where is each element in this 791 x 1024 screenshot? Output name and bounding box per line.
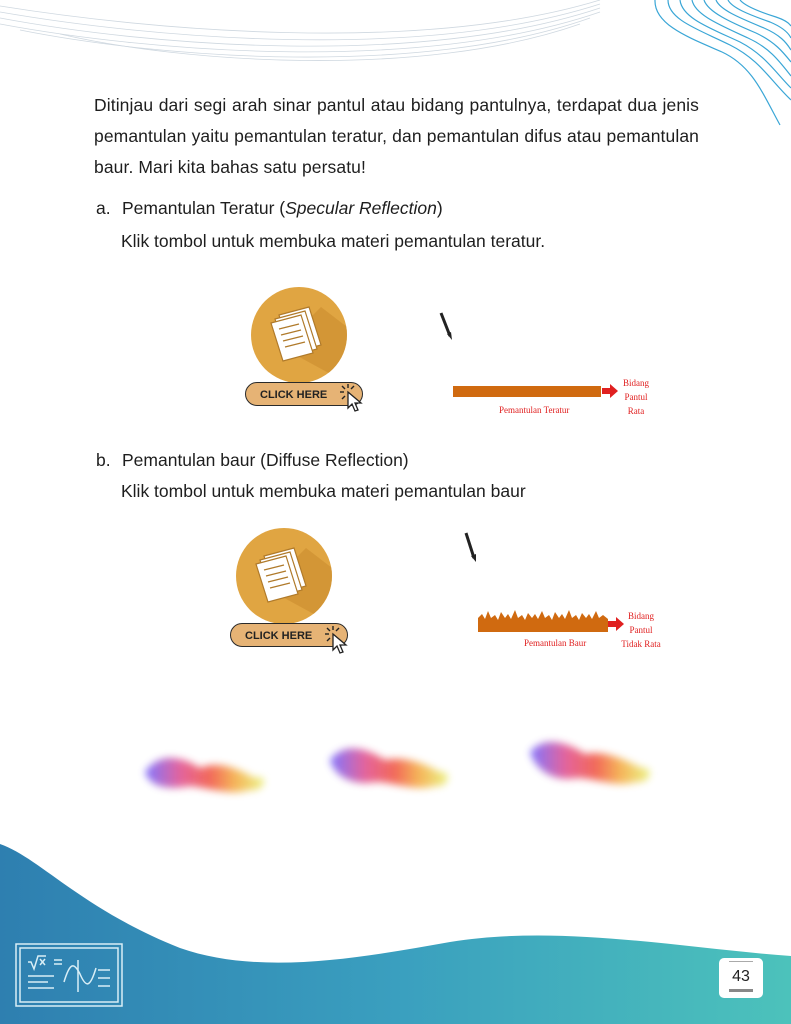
intro-paragraph: Ditinjau dari segi arah sinar pantul atau bidang pantulnya, terdapat dua jenis pemantulan yaitu pemantulan teratur, dan pemantulan difus atau pemantulan baur. Mari kita bahas satu persatu! xyxy=(94,95,699,177)
section-a-instruction: Klik tombol untuk membuka materi pemantulan teratur. xyxy=(121,231,546,251)
section-b-marker: b. xyxy=(96,450,111,470)
section-b-title: Pemantulan baur (Diffuse Reflection) xyxy=(122,450,409,470)
cursor-click-icon xyxy=(336,382,368,414)
section-b-instruction: Klik tombol untuk membuka materi pemantulan baur xyxy=(121,481,526,501)
diagram-label-a: Pemantulan Teratur xyxy=(499,405,570,415)
page-number-overline xyxy=(729,961,753,962)
click-here-label-a: CLICK HERE xyxy=(260,389,328,401)
cursor-click-icon xyxy=(321,624,353,656)
section-a-heading xyxy=(96,193,696,224)
section-b-heading xyxy=(96,445,696,476)
light-ray-icon xyxy=(461,530,481,564)
flat-reflecting-surface xyxy=(453,386,601,397)
section-a-title-italic: Specular Reflection xyxy=(285,198,437,218)
rough-reflecting-surface xyxy=(478,606,608,632)
section-a-title: Pemantulan Teratur (Specular Reflection) xyxy=(122,198,443,218)
page-number-underline xyxy=(729,989,753,992)
click-here-label-b: CLICK HERE xyxy=(245,630,313,642)
section-a-marker: a. xyxy=(96,198,111,218)
diagram-label-b: Pemantulan Baur xyxy=(524,638,587,648)
color-splash-decoration xyxy=(130,730,670,820)
chalkboard-math-icon xyxy=(14,942,124,1008)
light-ray-icon xyxy=(436,310,456,342)
page-number: 43 xyxy=(719,958,763,998)
side-label-a: Bidang Pantul Rata xyxy=(623,378,649,416)
document-stack-icon[interactable] xyxy=(251,287,347,383)
document-stack-icon[interactable] xyxy=(236,528,332,624)
side-label-b: Bidang Pantul Tidak Rata xyxy=(621,611,661,649)
